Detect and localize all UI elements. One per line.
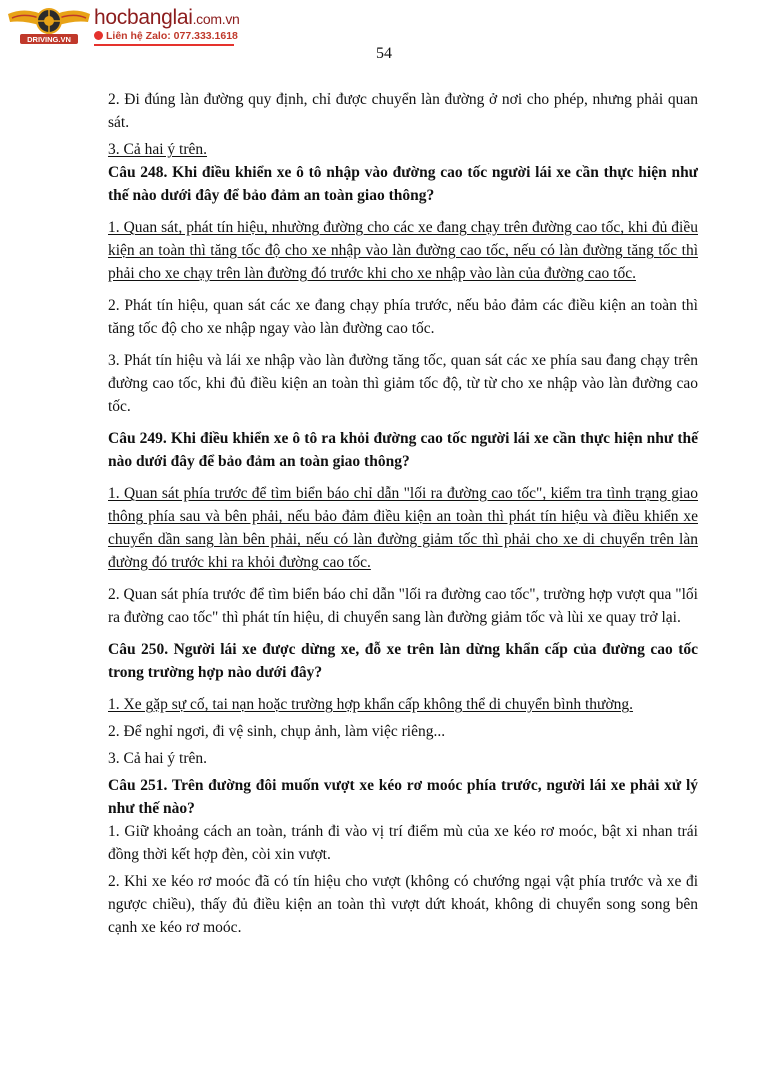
page-number: 54 (376, 45, 392, 62)
answer-text: 2. Đi đúng làn đường quy định, chỉ được chuyển làn đường ở nơi cho phép, nhưng phải quan sát. (108, 91, 698, 131)
contact-text: Liên hệ Zalo: 077.333.1618 (106, 30, 238, 42)
contact-line (94, 30, 238, 42)
correct-answer-250: 1. Xe gặp sự cố, tai nạn hoặc trường hợp khẩn cấp không thể di chuyển bình thường. (108, 696, 634, 713)
site-name (94, 6, 240, 30)
question-248: Câu 248. Khi điều khiển xe ô tô nhập vào đường cao tốc người lái xe cần thực hiện như thế nào dưới đây để bảo đảm an toàn giao thông? (108, 164, 698, 204)
site-logo[interactable] (6, 4, 246, 46)
correct-answer-text: 3. Cả hai ý trên. (108, 141, 208, 158)
site-name-main: hocbanglai (94, 6, 193, 29)
answer-249-2: 2. Quan sát phía trước để tìm biển báo chỉ dẫn "lối ra đường cao tốc", trường hợp vượt qua "lối ra đường cao tốc" thì phát tín hiệu, di chuyển sang làn đường giảm tốc và lùi xe quay trở lại. (108, 586, 698, 626)
badge-label (20, 34, 78, 44)
answer-248-2: 2. Phát tín hiệu, quan sát các xe đang chạy phía trước, nếu bảo đảm các điều kiện an toàn thì tăng tốc độ cho xe nhập ngay vào làn đường cao tốc. (108, 297, 698, 337)
answer-250-2: 2. Để nghỉ ngơi, đi vệ sinh, chụp ảnh, làm việc riêng... (108, 723, 446, 740)
question-250: Câu 250. Người lái xe được dừng xe, đỗ xe trên làn dừng khẩn cấp của đường cao tốc trong trường hợp nào dưới đây? (108, 641, 698, 681)
answer-248-3: 3. Phát tín hiệu và lái xe nhập vào làn đường tăng tốc, quan sát các xe phía sau đang chạy trên đường cao tốc, khi đủ điều kiện an toàn thì giảm tốc độ, từ từ cho xe nhập vào làn đường cao tốc. (108, 352, 698, 415)
document-body (108, 88, 698, 939)
site-domain: .com.vn (192, 11, 240, 27)
answer-251-2: 2. Khi xe kéo rơ moóc đã có tín hiệu cho vượt (không có chướng ngại vật phía trước và xe đi ngược chiều), thấy đủ điều kiện an toàn thì vượt dứt khoát, không di chuyển song song bên cạnh xe kéo rơ moóc. (108, 873, 698, 936)
answer-250-3: 3. Cả hai ý trên. (108, 750, 208, 767)
correct-answer-249: 1. Quan sát phía trước để tìm biển báo chỉ dẫn "lối ra đường cao tốc", kiểm tra tình trạng giao thông phía sau và bên phải, nếu bảo đảm điều kiện an toàn thì phát tín hiệu và điều khiển xe chuyển dần sang làn bên phải, nếu có làn đường giảm tốc thì phải cho xe di chuyển trên làn đường đó trước khi ra khỏi đường cao tốc. (108, 485, 698, 571)
svg-text:DRIVING.VN: DRIVING.VN (27, 35, 71, 44)
correct-answer-248: 1. Quan sát, phát tín hiệu, nhường đường cho các xe đang chạy trên đường cao tốc, khi đủ điều kiện an toàn thì tăng tốc độ cho xe nhập vào làn đường cao tốc, nếu có làn đường tăng tốc thì phải cho xe chạy trên làn đường đó trước khi cho xe nhập vào làn của đường cao tốc. (108, 219, 698, 282)
answer-251-1: 1. Giữ khoảng cách an toàn, tránh đi vào vị trí điểm mù của xe kéo rơ moóc, bật xi nhan trái đồng thời kết hợp đèn, còi xin vượt. (108, 823, 698, 863)
question-249: Câu 249. Khi điều khiển xe ô tô ra khỏi đường cao tốc người lái xe cần thực hiện như thế nào dưới đây để bảo đảm an toàn giao thông? (108, 430, 698, 470)
phone-icon (94, 31, 103, 40)
question-251: Câu 251. Trên đường đôi muốn vượt xe kéo rơ moóc phía trước, người lái xe phải xử lý như thế nào? (108, 777, 698, 817)
